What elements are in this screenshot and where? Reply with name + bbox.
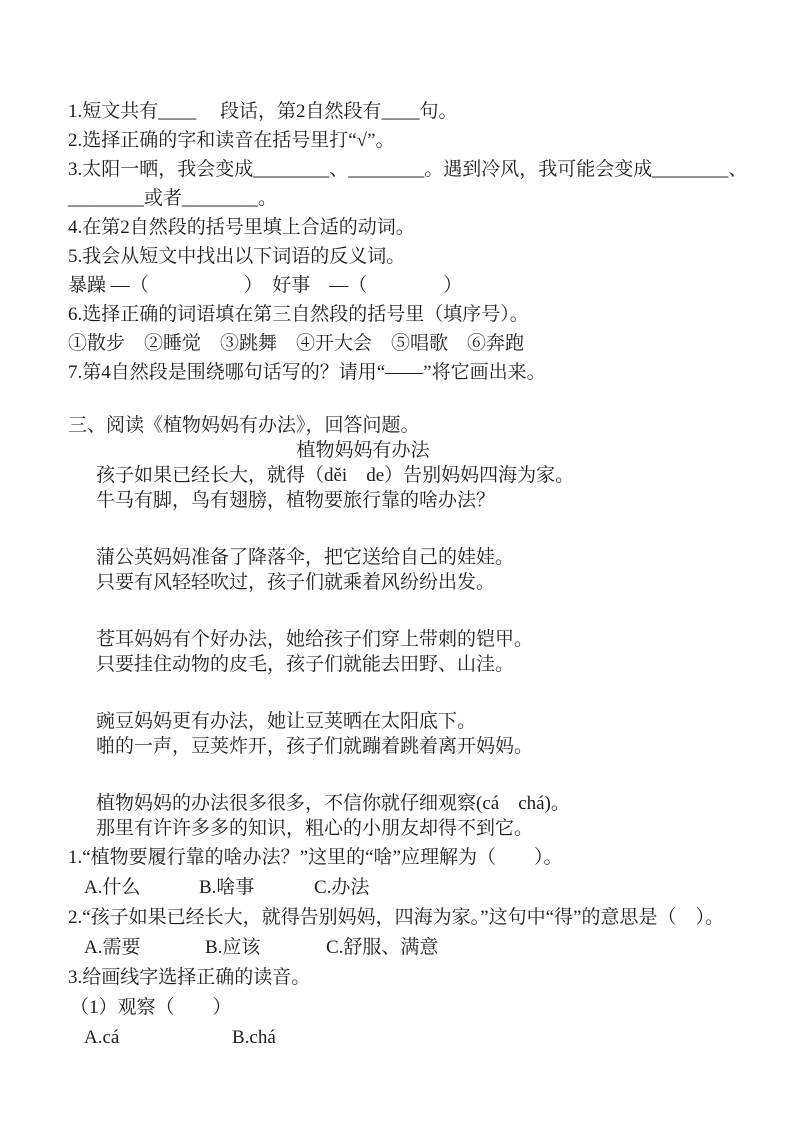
poem-line: 植物妈妈的办法很多很多，不信你就仔细观察(cá chá)。 <box>96 793 570 814</box>
question-4: 4.在第2自然段的括号里填上合适的动词。 <box>68 217 415 238</box>
question-2-options <box>68 933 783 963</box>
question-3-sub-1-options <box>68 1023 783 1053</box>
section-three-heading: 三、阅读《植物妈妈有办法》，回答问题。 <box>68 415 420 436</box>
reading-two-questions <box>68 843 783 1053</box>
poem-stanza-5 <box>68 791 783 841</box>
question-2: 2.“孩子如果已经长大，就得告别妈妈，四海为家。”这句中“得”的意思是（ ）。 <box>68 907 724 928</box>
poem-line: 啪的一声，豆荚炸开，孩子们就蹦着跳着离开妈妈。 <box>96 736 534 757</box>
poem-title: 植物妈妈有办法 <box>296 440 430 461</box>
poem-stanza-2 <box>68 545 783 595</box>
reading-one-questions <box>68 97 783 387</box>
option-c: C.舒服、满意 <box>326 937 439 958</box>
poem-line: 豌豆妈妈更有办法，她让豆荚晒在太阳底下。 <box>96 711 477 732</box>
question-6-word-options: ①散步 ②睡觉 ③跳舞 ④开大会 ⑤唱歌 ⑥奔跑 <box>68 333 525 354</box>
poem-line: 牛马有脚，鸟有翅膀，植物要旅行靠的啥办法？ <box>96 490 496 511</box>
question-1-options <box>68 873 783 903</box>
option-a: A.cá <box>84 1027 120 1048</box>
question-1: 1.短文共有____ 段话，第2自然段有____句。 <box>68 101 458 122</box>
option-a: A.什么 <box>84 877 141 898</box>
question-6: 6.选择正确的词语填在第三自然段的括号里（填序号）。 <box>68 304 529 325</box>
poem <box>68 438 783 841</box>
poem-stanza-3 <box>68 627 783 677</box>
option-a: A.需要 <box>84 937 141 958</box>
option-b: B.应该 <box>205 937 261 958</box>
poem-stanza-1 <box>68 463 783 513</box>
question-7: 7.第4自然段是围绕哪句话写的？请用“——”将它画出来。 <box>68 362 546 383</box>
poem-stanza-4 <box>68 709 783 759</box>
question-3: 3.给画线字选择正确的读音。 <box>68 967 311 988</box>
question-1: 1.“植物要履行靠的啥办法？”这里的“啥”应理解为（ ）。 <box>68 847 563 868</box>
question-3-sub-1: （1）观察（ ） <box>70 997 232 1018</box>
poem-line: 只要有风轻轻吹过，孩子们就乘着风纷纷出发。 <box>96 572 496 593</box>
question-2: 2.选择正确的字和读音在括号里打“√”。 <box>68 130 395 151</box>
question-5-antonym-blanks: 暴躁 —（ ） 好事 —（ ） <box>68 275 463 296</box>
option-b: B.chá <box>232 1027 276 1048</box>
option-c: C.办法 <box>314 877 370 898</box>
poem-line: 苍耳妈妈有个好办法，她给孩子们穿上带刺的铠甲。 <box>96 629 534 650</box>
question-3-line-1: 3.太阳一晒，我会变成________、________。遇到冷风，我可能会变成________、 <box>68 159 748 180</box>
poem-line: 只要挂住动物的皮毛，孩子们就能去田野、山洼。 <box>96 654 515 675</box>
question-3-line-2: ________或者________。 <box>68 188 278 209</box>
poem-line: 孩子如果已经长大，就得（děi de）告别妈妈四海为家。 <box>96 465 575 486</box>
option-b: B.啥事 <box>199 877 255 898</box>
question-5: 5.我会从短文中找出以下词语的反义词。 <box>68 246 406 267</box>
poem-line: 蒲公英妈妈准备了降落伞，把它送给自己的娃娃。 <box>96 547 515 568</box>
poem-line: 那里有许许多多的知识，粗心的小朋友却得不到它。 <box>96 818 534 839</box>
